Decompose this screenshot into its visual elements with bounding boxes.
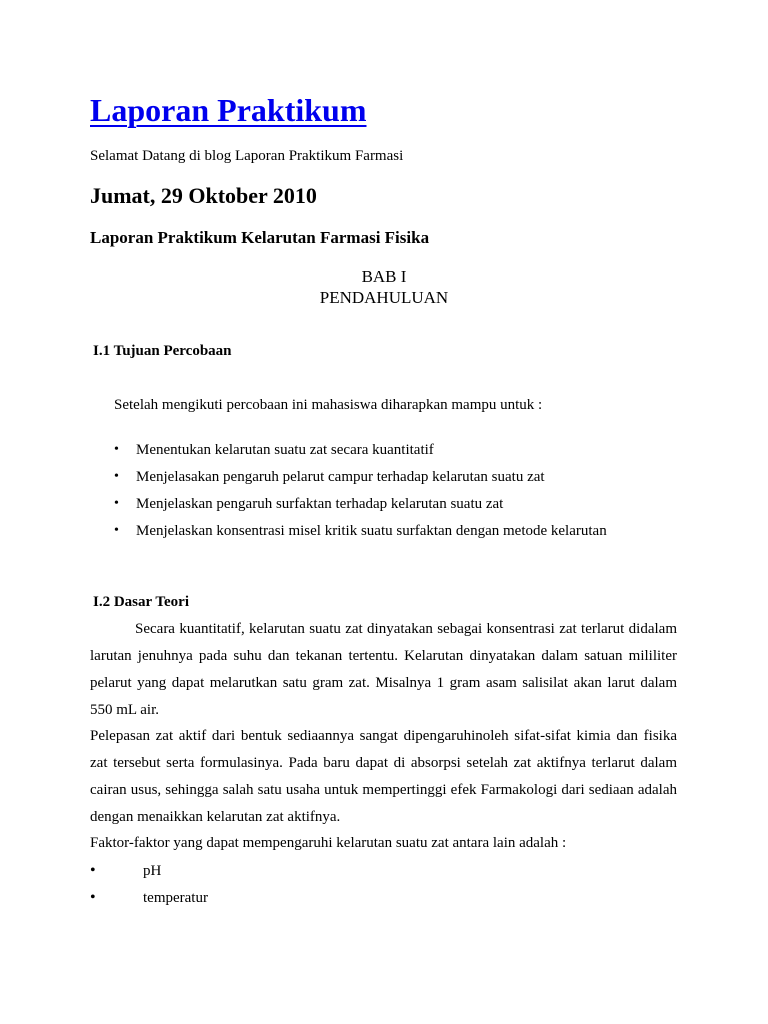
list-item	[90, 492, 607, 519]
blog-title-link[interactable]: Laporan Praktikum	[90, 92, 367, 128]
factors-list	[90, 860, 208, 914]
theory-paragraph-1: Secara kuantitatif, kelarutan suatu zat dinyatakan sebagai konsentrasi zat terlarut didalam larutan jenuhnya pada suhu dan tekanan tertentu. Kelarutan dinyatakan dalam satuan mililiter pelarut yang dapat melarutkan satu gram zat. Misalnya 1 gram asam salisilat akan larut dalam 550 mL air.	[90, 621, 677, 718]
list-item	[90, 860, 208, 887]
theory-paragraph-3: Faktor-faktor yang dapat mempengaruhi kelarutan suatu zat antara lain adalah :	[90, 835, 567, 851]
section-heading-theory: I.2 Dasar Teori	[93, 594, 189, 610]
list-item-text: Menjelaskan pengaruh surfaktan terhadap kelarutan suatu zat	[136, 496, 504, 512]
post-title: Laporan Praktikum Kelarutan Farmasi Fisika	[90, 228, 430, 247]
bullet-icon: •	[90, 889, 96, 906]
blog-description: Selamat Datang di blog Laporan Praktikum Farmasi	[90, 148, 404, 164]
list-item	[90, 438, 607, 465]
list-item	[90, 465, 607, 492]
bullet-icon: •	[114, 523, 119, 538]
list-item-text: Menentukan kelarutan suatu zat secara kuantitatif	[136, 442, 434, 458]
bullet-icon: •	[114, 496, 119, 511]
chapter-label: BAB I	[361, 267, 407, 286]
objectives-list	[90, 438, 607, 546]
list-item	[90, 887, 208, 914]
list-item-text: Menjelaskan konsentrasi misel kritik suatu surfaktan dengan metode kelarutan	[136, 523, 607, 539]
theory-paragraph-2: Pelepasan zat aktif dari bentuk sediaannya sangat dipengaruhinoleh sifat-sifat kimia dan fisika zat tersebut serta formulasinya. Pada baru dapat di absorpsi setelah zat aktifnya terlarut dalam cairan usus, sehingga salah satu usaha untuk mempertinggi efek Farmakologi dari sediaan adalah dengan menaikkan kelarutan zat aktifnya.	[90, 728, 677, 825]
list-item-text: Menjelasakan pengaruh pelarut campur terhadap kelarutan suatu zat	[136, 469, 545, 485]
list-item	[90, 519, 607, 546]
bullet-icon: •	[90, 862, 96, 879]
list-item-text: temperatur	[143, 890, 208, 906]
chapter-title: PENDAHULUAN	[319, 288, 449, 307]
list-item-text: pH	[143, 863, 162, 879]
objectives-intro: Setelah mengikuti percobaan ini mahasiswa diharapkan mampu untuk :	[114, 397, 543, 413]
bullet-icon: •	[114, 442, 119, 457]
bullet-icon: •	[114, 469, 119, 484]
section-heading-objectives: I.1 Tujuan Percobaan	[93, 343, 232, 359]
post-date-header: Jumat, 29 Oktober 2010	[90, 183, 317, 208]
